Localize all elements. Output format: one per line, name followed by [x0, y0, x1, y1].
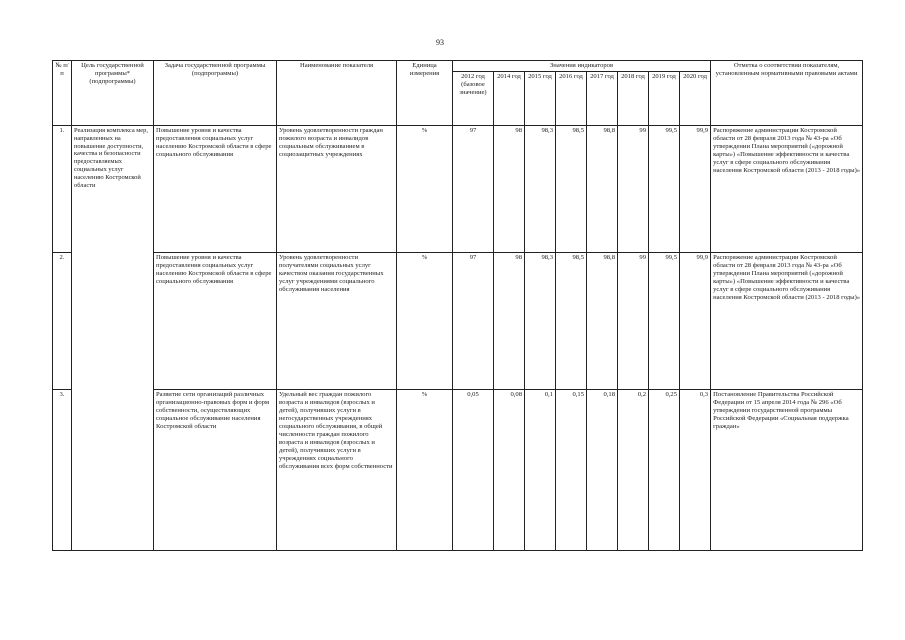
row-num: 2.	[53, 253, 72, 390]
row-unit: %	[397, 390, 453, 551]
row-value: 98,5	[556, 126, 587, 253]
header-row-1	[53, 61, 863, 72]
row-value: 0,18	[587, 390, 618, 551]
row-value: 99	[618, 253, 649, 390]
row-value: 97	[453, 126, 494, 253]
row-value: 99,5	[649, 253, 680, 390]
row-act: Постановление Правительства Российской Федерации от 15 апреля 2014 года № 296 «Об утверждении государственной программы Российской Федерации «Социальная поддержка граждан»	[711, 390, 863, 551]
header-values-group: Значения индикаторов	[453, 61, 711, 72]
row-indicator: Уровень удовлетворенности граждан пожилого возраста и инвалидов социальным обслуживанием в социозащитных учреждениях	[277, 126, 397, 253]
row-value: 99	[618, 126, 649, 253]
indicators-table	[52, 60, 863, 551]
header-year: 2012 год (базовое значение)	[453, 72, 494, 126]
row-value: 0,1	[525, 390, 556, 551]
header-unit: Единица измерения	[397, 61, 453, 126]
header-task: Задача государственной программы (подпрограммы)	[154, 61, 277, 126]
header-year: 2018 год	[618, 72, 649, 126]
row-value: 0,25	[649, 390, 680, 551]
header-year: 2015 год	[525, 72, 556, 126]
row-value: 0,15	[556, 390, 587, 551]
row-value: 0,2	[618, 390, 649, 551]
header-num: № п/п	[53, 61, 72, 126]
row-value: 0,05	[453, 390, 494, 551]
row-value: 97	[453, 253, 494, 390]
row-value: 98,3	[525, 126, 556, 253]
row-indicator: Уровень удовлетворенности получателями социальных услуг качеством оказания государственных услуг учреждениями социального обслуживания населения	[277, 253, 397, 390]
header-act: Отметка о соответствии показателям, установленным нормативными правовыми актами	[711, 61, 863, 126]
row-value: 98,8	[587, 253, 618, 390]
row-value: 98	[494, 253, 525, 390]
row-num: 1.	[53, 126, 72, 253]
header-year: 2016 год	[556, 72, 587, 126]
row-task: Повышение уровня и качества предоставления социальных услуг населению Костромской области в сфере социального обслуживания	[154, 253, 277, 390]
table-row	[53, 126, 863, 253]
row-value: 99,5	[649, 126, 680, 253]
row-num: 3.	[53, 390, 72, 551]
row-indicator: Удельный вес граждан пожилого возраста и инвалидов (взрослых и детей), получивших услуги в негосударственных учреждениях социального обслуживания, в общей численности граждан пожилого возраста и инвалидов (взрослых и детей), получивших услуги в учреждениях социального обслуживания всех форм собственности	[277, 390, 397, 551]
table-row	[53, 390, 863, 551]
row-task: Развитие сети организаций различных организационно-правовых форм и форм собственности, осуществляющих социальное обслуживание населения Костромской области	[154, 390, 277, 551]
row-value: 99,9	[680, 126, 711, 253]
table-row	[53, 253, 863, 390]
page-number: 93	[436, 38, 444, 47]
row-value: 98,5	[556, 253, 587, 390]
row-value: 98	[494, 126, 525, 253]
row-task: Повышение уровня и качества предоставления социальных услуг населению Костромской области в сфере социального обслуживания	[154, 126, 277, 253]
row-value: 0,08	[494, 390, 525, 551]
row-value: 98,3	[525, 253, 556, 390]
header-year: 2019 год	[649, 72, 680, 126]
row-act: Распоряжение администрации Костромской области от 28 февраля 2013 года № 43-ра «Об утверждении Плана мероприятий («дорожной карты») «Повышение эффективности и качества услуг в сфере социального обслуживания населения Костромской области (2013 - 2018 годы)»	[711, 253, 863, 390]
row-unit: %	[397, 253, 453, 390]
row-value: 98,8	[587, 126, 618, 253]
header-indicator: Наименование показателя	[277, 61, 397, 126]
header-year: 2020 год	[680, 72, 711, 126]
header-year: 2014 год	[494, 72, 525, 126]
row-value: 0,3	[680, 390, 711, 551]
row-act: Распоряжение администрации Костромской области от 28 февраля 2013 года № 43-ра «Об утверждении Плана мероприятий («дорожной карты») «Повышение эффективности и качества услуг в сфере социального обслуживания населения Костромской области (2013 - 2018 годы)»	[711, 126, 863, 253]
row-value: 99,9	[680, 253, 711, 390]
row-unit: %	[397, 126, 453, 253]
header-goal: Цель государственной программы* (подпрограммы)	[72, 61, 154, 126]
row-goal: Реализация комплекса мер, направленных на повышение доступности, качества и безопасности предоставляемых социальных услуг населению Костромской области	[72, 126, 154, 551]
header-year: 2017 год	[587, 72, 618, 126]
